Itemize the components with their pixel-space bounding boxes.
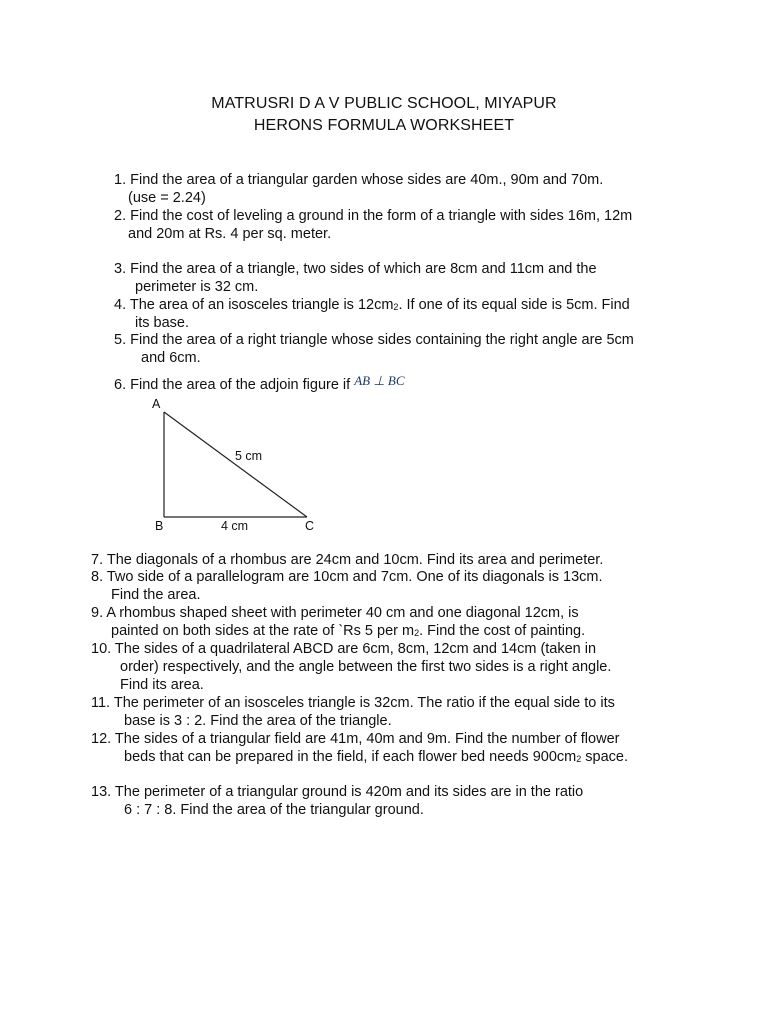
perpendicular-condition: AB ⊥ BC xyxy=(354,373,405,388)
worksheet-title: HERONS FORMULA WORKSHEET xyxy=(253,117,515,134)
base-length-label: 4 cm xyxy=(221,519,249,533)
question-12-text-a: beds that can be prepared in the field, if each flower bed needs 900cm xyxy=(124,749,577,765)
question-4-text-b: . If one of its equal side is 5cm. Find xyxy=(398,297,630,313)
question-6-line xyxy=(114,373,405,394)
square-superscript: 2 xyxy=(414,628,420,638)
question-9-line-1: 9. A rhombus shaped sheet with perimeter 40 cm and one diagonal 12cm, is xyxy=(91,605,579,621)
vertex-a-label: A xyxy=(152,397,161,411)
question-8-line-2: Find the area. xyxy=(111,587,201,603)
question-12-line-1: 12. The sides of a triangular field are 41m, 40m and 9m. Find the number of flower xyxy=(91,731,620,747)
question-1-line-1: 1. Find the area of a triangular garden whose sides are 40m., 90m and 70m. xyxy=(114,172,604,188)
hypotenuse-length-label: 5 cm xyxy=(235,449,263,463)
school-name: MATRUSRI D A V PUBLIC SCHOOL, MIYAPUR xyxy=(211,95,557,112)
question-12-line-2 xyxy=(124,748,628,767)
vertex-b-label: B xyxy=(155,519,164,533)
question-8-line-1: 8. Two side of a parallelogram are 10cm and 7cm. One of its diagonals is 13cm. xyxy=(91,569,603,585)
vertex-c-label: C xyxy=(305,519,315,533)
question-2-line-2: and 20m at Rs. 4 per sq. meter. xyxy=(128,226,332,242)
question-11-line-2: base is 3 : 2. Find the area of the triangle. xyxy=(124,713,392,729)
question-13-line-1: 13. The perimeter of a triangular ground is 420m and its sides are in the ratio xyxy=(91,784,584,800)
question-5-line-2: and 6cm. xyxy=(141,350,201,366)
question-10-line-1: 10. The sides of a quadrilateral ABCD are 6cm, 8cm, 12cm and 14cm (taken in xyxy=(91,641,597,657)
question-12-text-b: space. xyxy=(581,749,628,765)
question-4-text-a: 4. The area of an isosceles triangle is 12cm xyxy=(114,297,394,313)
square-superscript: 2 xyxy=(393,302,399,312)
question-1-line-2: (use = 2.24) xyxy=(128,190,206,206)
question-2-line-1: 2. Find the cost of leveling a ground in the form of a triangle with sides 16m, 12m xyxy=(114,208,633,224)
question-10-line-2: order) respectively, and the angle between the first two sides is a right angle. xyxy=(120,659,612,675)
triangle-diagram xyxy=(145,395,335,540)
right-triangle-figure xyxy=(145,395,335,540)
question-9-line-2 xyxy=(111,622,585,641)
question-9-text-a: painted on both sides at the rate of `Rs 5 per m xyxy=(111,623,415,639)
question-4-line-1 xyxy=(114,296,630,315)
square-superscript: 2 xyxy=(576,754,582,764)
question-11-line-1: 11. The perimeter of an isosceles triangle is 32cm. The ratio if the equal side to its xyxy=(91,695,615,711)
question-5-line-1: 5. Find the area of a right triangle whose sides containing the right angle are 5cm xyxy=(114,332,634,348)
side-ac xyxy=(164,412,307,517)
question-13-line-2: 6 : 7 : 8. Find the area of the triangular ground. xyxy=(124,802,424,818)
question-10-line-3: Find its area. xyxy=(120,677,204,693)
question-4-line-2: its base. xyxy=(135,315,189,331)
question-9-text-b: . Find the cost of painting. xyxy=(419,623,586,639)
question-7-line: 7. The diagonals of a rhombus are 24cm and 10cm. Find its area and perimeter. xyxy=(91,552,604,568)
question-3-line-2: perimeter is 32 cm. xyxy=(135,279,259,295)
question-3-line-1: 3. Find the area of a triangle, two sides of which are 8cm and 11cm and the xyxy=(114,261,597,277)
question-6-text: 6. Find the area of the adjoin figure if xyxy=(114,377,355,393)
